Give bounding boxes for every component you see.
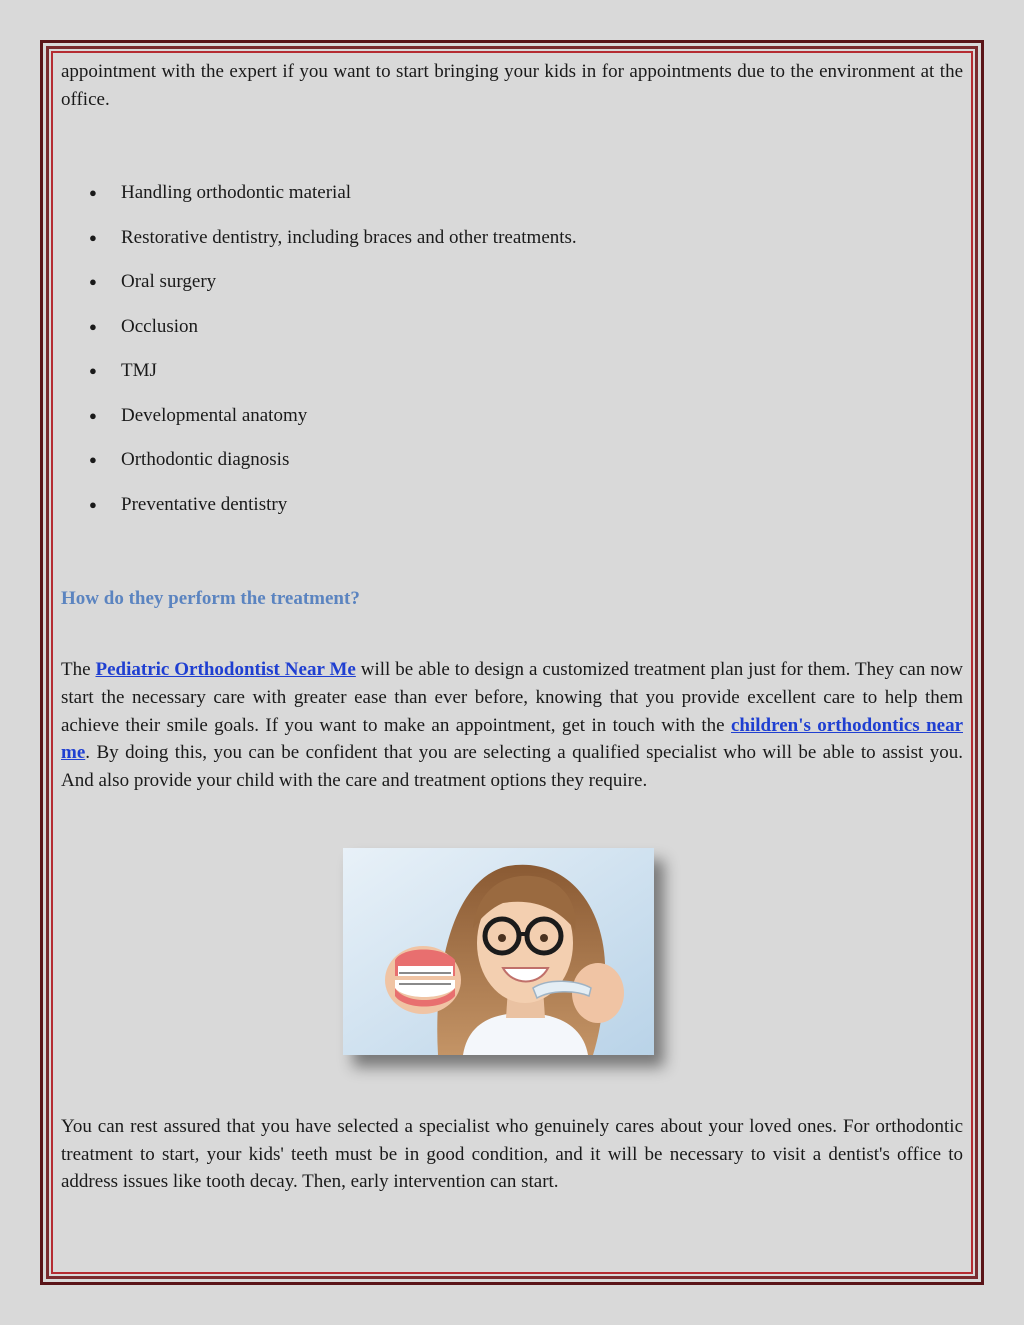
document-content xyxy=(61,58,963,795)
list-item xyxy=(61,224,963,269)
treatment-lead-text: The xyxy=(61,659,96,681)
bullet-icon: ● xyxy=(89,229,97,245)
list-item xyxy=(61,313,963,358)
list-item-text: Developmental anatomy xyxy=(121,404,308,426)
closing-paragraph: You can rest assured that you have selected a specialist who genuinely cares about your loved ones. For orthodontic treatment to start, your kids' teeth must be in good condition, and it will be necessary to visit a dentist's office to address issues like tooth decay. Then, early intervention can start. xyxy=(61,1116,963,1193)
pediatric-orthodontist-link[interactable]: Pediatric Orthodontist Near Me xyxy=(95,659,356,681)
treatment-mid-text: will be able to design a customized treatment plan just for them. They can now start the necessary care with greater ease than ever before, knowing that you provide excellent care to help them achieve their smile goals. If you want to make an appointment, get in touch with the xyxy=(61,659,963,736)
bullet-icon: ● xyxy=(89,318,97,334)
list-item xyxy=(61,446,963,491)
intro-paragraph: appointment with the expert if you want to start bringing your kids in for appointments due to the environment at the office. xyxy=(61,61,963,110)
list-item-text: Restorative dentistry, including braces and other treatments. xyxy=(121,226,577,248)
bullet-icon: ● xyxy=(89,274,97,290)
list-item xyxy=(61,357,963,402)
list-item-text: Oral surgery xyxy=(121,271,217,293)
list-item-text: TMJ xyxy=(121,360,157,382)
bullet-icon: ● xyxy=(89,363,97,379)
treatment-tail-text: . By doing this, you can be confident that you are selecting a qualified specialist who will be able to assist you. And also provide your child with the care and treatment options they require. xyxy=(61,742,963,791)
list-item xyxy=(61,268,963,313)
bullet-icon: ● xyxy=(89,185,97,201)
list-item xyxy=(61,179,963,224)
bullet-icon: ● xyxy=(89,496,97,512)
list-item-text: Handling orthodontic material xyxy=(121,182,352,204)
list-item xyxy=(61,402,963,447)
list-item xyxy=(61,491,963,536)
services-list xyxy=(61,179,963,535)
treatment-paragraph xyxy=(61,656,963,795)
bullet-icon: ● xyxy=(89,407,97,423)
list-item-text: Preventative dentistry xyxy=(121,493,288,515)
girl-with-braces-photo xyxy=(343,848,654,1055)
section-heading: How do they perform the treatment? xyxy=(61,588,360,610)
list-item-text: Orthodontic diagnosis xyxy=(121,449,290,471)
list-item-text: Occlusion xyxy=(121,315,199,337)
bullet-icon: ● xyxy=(89,452,97,468)
childrens-orthodontics-link[interactable]: children's orthodontics near me xyxy=(61,714,963,764)
